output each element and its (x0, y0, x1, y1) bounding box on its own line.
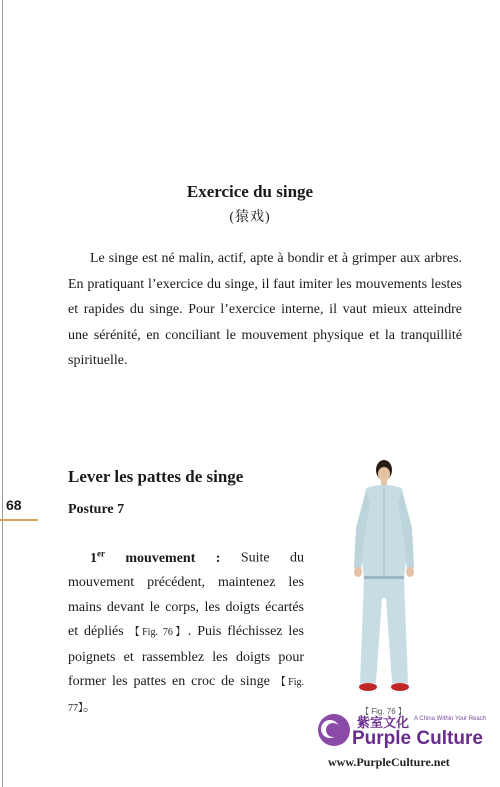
section-title: Lever les pattes de singe (68, 467, 244, 486)
purple-culture-logo-icon (316, 712, 352, 748)
figure-caption: 【 Fig. 76 】 (361, 707, 406, 716)
movement-label: mouvement : (105, 550, 221, 566)
movement-lead (90, 548, 221, 566)
watermark-chinese: 紫室文化 (357, 716, 410, 731)
watermark-brand: Purple Culture (352, 728, 483, 749)
movement-paragraph (68, 541, 304, 721)
movement-text-3: 。 (83, 699, 97, 715)
intro-paragraph: Le singe est né malin, actif, apte à bondir et à grimper aux arbres. En pratiquant l’exercice du singe, il faut imiter les mouvements lestes et rapides du singe. Pour l’exercice interne, il vaut mieux atteindre une sérénité, en conciliant le mouvement physique et la tranquillité spirituelle. (68, 251, 462, 368)
movement-text-1: Suite du mouvement précédent, maintenez les mains devant le corps, les doigts écartés et dépliés (68, 550, 304, 640)
page-title: Exercice du singe (186, 182, 314, 201)
page-number: 68 (6, 497, 22, 513)
posture-heading: Posture 7 (68, 502, 125, 517)
page-number-underline (0, 519, 38, 521)
watermark-logo (314, 712, 500, 776)
page-edge-line (2, 0, 3, 787)
fig-ref-77: 【Fig. 77】 (68, 677, 304, 714)
movement-text-2: . Puis fléchissez les poignets et rassemblez les doigts pour former les pattes en croc de singe (68, 624, 304, 690)
figure-76-illustration (334, 458, 434, 698)
watermark-tagline: A China Within Your Reach (414, 716, 487, 722)
fig-ref-76: 【Fig. 76】 (129, 627, 188, 639)
page-subtitle: (猿戏) (229, 210, 271, 225)
watermark-url: www.PurpleCulture.net (328, 755, 450, 769)
movement-ordinal: 1 (90, 550, 97, 566)
movement-ordinal-suffix: er (97, 548, 105, 558)
